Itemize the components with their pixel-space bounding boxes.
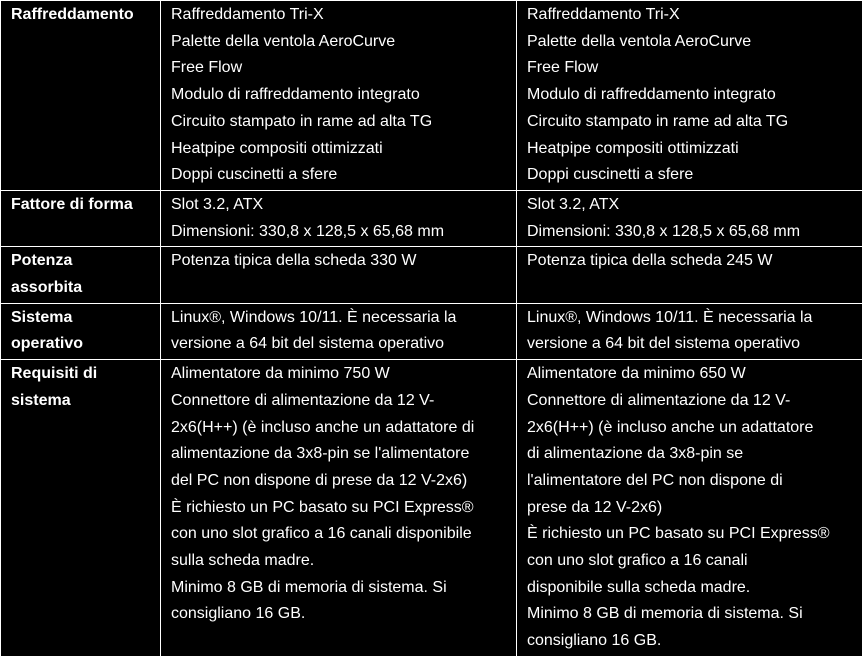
value-line: Dimensioni: 330,8 x 128,5 x 65,68 mm bbox=[171, 219, 506, 246]
value-line: con uno slot grafico a 16 canali bbox=[527, 548, 852, 575]
value-line: prese da 12 V-2x6) bbox=[527, 495, 852, 522]
row-potenza-assorbita bbox=[1, 247, 862, 303]
value-line: sulla scheda madre. bbox=[171, 548, 506, 575]
value-line: 2x6(H++) (è incluso anche un adattatore di bbox=[171, 415, 506, 442]
value-line: Modulo di raffreddamento integrato bbox=[527, 82, 852, 109]
label-line: assorbita bbox=[11, 275, 150, 302]
row-sistema-operativo bbox=[1, 303, 862, 359]
label-line: Raffreddamento bbox=[11, 2, 150, 29]
value-line: Linux®, Windows 10/11. È necessaria la bbox=[171, 305, 506, 332]
value-line: versione a 64 bit del sistema operativo bbox=[171, 331, 506, 358]
label-line: Sistema bbox=[11, 305, 150, 332]
row-label bbox=[1, 247, 161, 303]
value-line: Minimo 8 GB di memoria di sistema. Si bbox=[527, 601, 852, 628]
row-raffreddamento bbox=[1, 1, 862, 191]
label-line: Requisiti di bbox=[11, 361, 150, 388]
label-line: Potenza bbox=[11, 248, 150, 275]
label-line: operativo bbox=[11, 331, 150, 358]
value-line: disponibile sulla scheda madre. bbox=[527, 575, 852, 602]
value-model-b bbox=[517, 190, 862, 246]
row-requisiti-di-sistema bbox=[1, 360, 862, 657]
value-line: Free Flow bbox=[527, 55, 852, 82]
value-model-b bbox=[517, 303, 862, 359]
row-label bbox=[1, 303, 161, 359]
value-line: l'alimentatore del PC non dispone di bbox=[527, 468, 852, 495]
label-line: Fattore di forma bbox=[11, 192, 150, 219]
value-line: Palette della ventola AeroCurve bbox=[527, 29, 852, 56]
value-line: 2x6(H++) (è incluso anche un adattatore bbox=[527, 415, 852, 442]
value-model-b bbox=[517, 360, 862, 657]
value-line: Free Flow bbox=[171, 55, 506, 82]
label-line: sistema bbox=[11, 388, 150, 415]
value-model-a bbox=[161, 360, 517, 657]
row-fattore-di-forma bbox=[1, 190, 862, 246]
value-line: Circuito stampato in rame ad alta TG bbox=[171, 109, 506, 136]
value-line: consigliano 16 GB. bbox=[527, 628, 852, 655]
value-line: Linux®, Windows 10/11. È necessaria la bbox=[527, 305, 852, 332]
value-model-a bbox=[161, 1, 517, 191]
value-line: versione a 64 bit del sistema operativo bbox=[527, 331, 852, 358]
value-line: Alimentatore da minimo 650 W bbox=[527, 361, 852, 388]
value-line: Doppi cuscinetti a sfere bbox=[171, 162, 506, 189]
value-line: Heatpipe compositi ottimizzati bbox=[171, 136, 506, 163]
value-line: Connettore di alimentazione da 12 V- bbox=[171, 388, 506, 415]
row-label bbox=[1, 360, 161, 657]
row-label bbox=[1, 1, 161, 191]
value-line: Alimentatore da minimo 750 W bbox=[171, 361, 506, 388]
value-model-a bbox=[161, 247, 517, 303]
value-line: Connettore di alimentazione da 12 V- bbox=[527, 388, 852, 415]
value-line: Heatpipe compositi ottimizzati bbox=[527, 136, 852, 163]
value-line: Slot 3.2, ATX bbox=[527, 192, 852, 219]
value-line: Potenza tipica della scheda 330 W bbox=[171, 248, 506, 275]
value-line: alimentazione da 3x8-pin se l'alimentatore bbox=[171, 441, 506, 468]
value-model-a bbox=[161, 190, 517, 246]
value-line: Raffreddamento Tri-X bbox=[171, 2, 506, 29]
value-line: È richiesto un PC basato su PCI Express® bbox=[527, 521, 852, 548]
value-model-b bbox=[517, 247, 862, 303]
value-line: Modulo di raffreddamento integrato bbox=[171, 82, 506, 109]
value-line: Minimo 8 GB di memoria di sistema. Si bbox=[171, 575, 506, 602]
row-label bbox=[1, 190, 161, 246]
value-model-a bbox=[161, 303, 517, 359]
value-line: Palette della ventola AeroCurve bbox=[171, 29, 506, 56]
value-line: Doppi cuscinetti a sfere bbox=[527, 162, 852, 189]
value-model-b bbox=[517, 1, 862, 191]
value-line: di alimentazione da 3x8-pin se bbox=[527, 441, 852, 468]
value-line: Potenza tipica della scheda 245 W bbox=[527, 248, 852, 275]
value-line: del PC non dispone di prese da 12 V-2x6) bbox=[171, 468, 506, 495]
value-line: È richiesto un PC basato su PCI Express® bbox=[171, 495, 506, 522]
value-line: consigliano 16 GB. bbox=[171, 601, 506, 628]
value-line: Slot 3.2, ATX bbox=[171, 192, 506, 219]
value-line: Raffreddamento Tri-X bbox=[527, 2, 852, 29]
value-line: con uno slot grafico a 16 canali disponibile bbox=[171, 521, 506, 548]
value-line: Circuito stampato in rame ad alta TG bbox=[527, 109, 852, 136]
value-line: Dimensioni: 330,8 x 128,5 x 65,68 mm bbox=[527, 219, 852, 246]
